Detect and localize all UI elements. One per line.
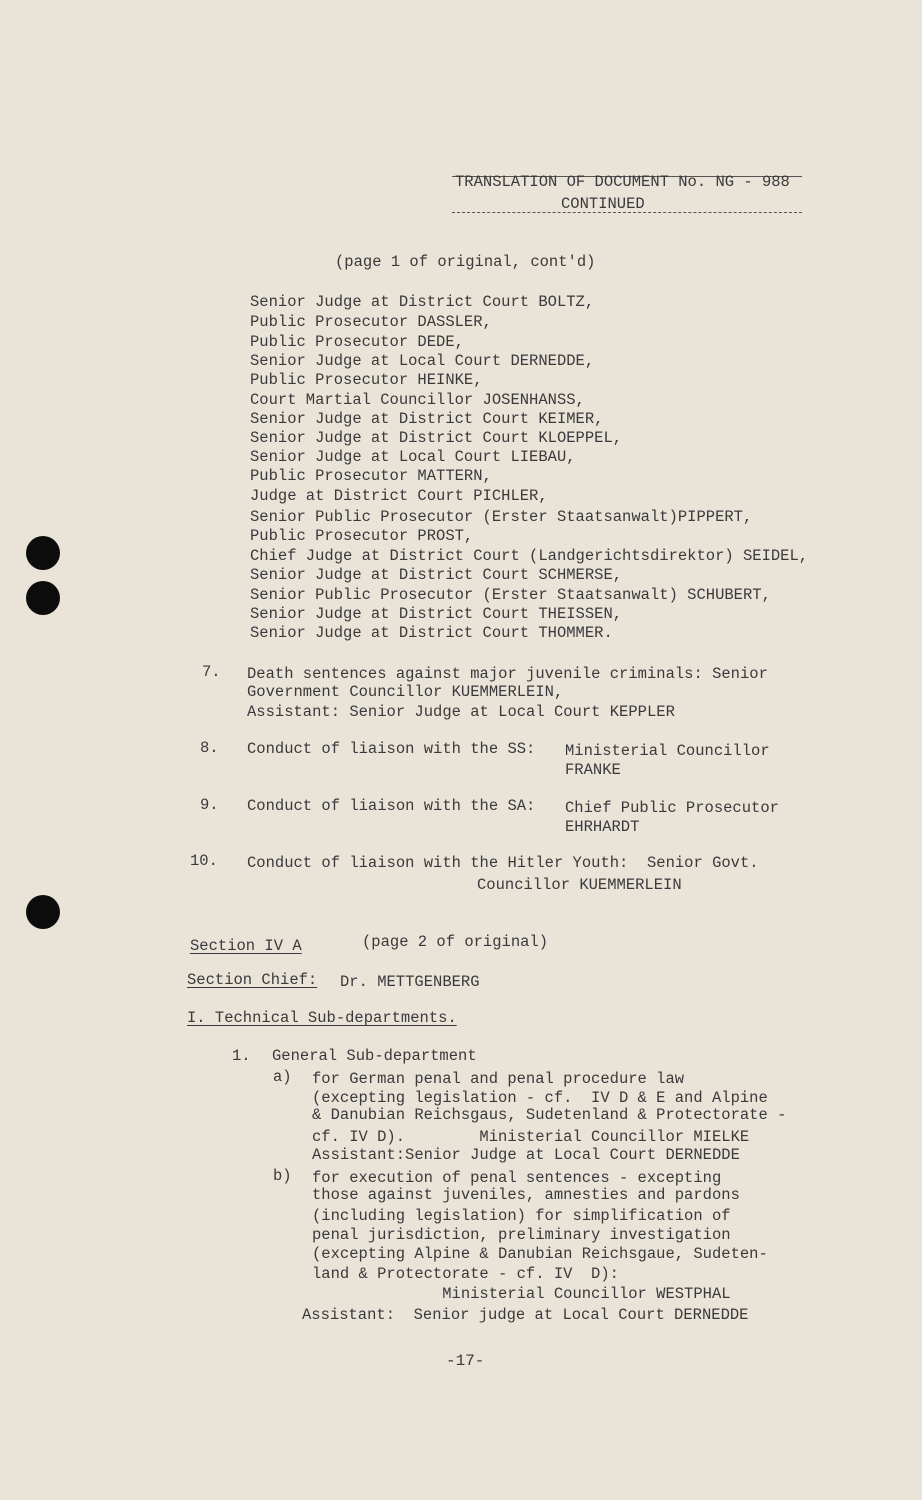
sub-1-title: General Sub-department xyxy=(272,1047,477,1065)
punch-hole-icon xyxy=(26,895,60,929)
page-reference: (page 1 of original, cont'd) xyxy=(335,253,596,271)
item-7-line: Government Councillor KUEMMERLEIN, xyxy=(247,683,564,701)
list-item: Senior Judge at District Court THEISSEN, xyxy=(250,605,623,623)
list-item: Public Prosecutor DEDE, xyxy=(250,333,464,351)
punch-hole-icon xyxy=(26,536,60,570)
sub-1-b-line: (including legislation) for simplification of xyxy=(312,1207,731,1225)
list-item: Senior Judge at District Court BOLTZ, xyxy=(250,293,595,311)
sub-1-a-line: (excepting legislation - cf. IV D & E and Alpine xyxy=(312,1089,768,1107)
sub-1-b-mark: b) xyxy=(273,1167,292,1185)
item-7-number: 7. xyxy=(202,663,221,681)
list-item: Public Prosecutor HEINKE, xyxy=(250,371,483,389)
list-item: Senior Judge at District Court SCHMERSE, xyxy=(250,566,623,584)
sub-1-a-line: cf. IV D). Ministerial Councillor MIELKE xyxy=(312,1128,750,1146)
item-8-line: Conduct of liaison with the SS: xyxy=(247,740,536,758)
sub-1-a-line: for German penal and penal procedure law xyxy=(312,1070,685,1088)
item-9-line: Conduct of liaison with the SA: xyxy=(247,797,536,815)
list-item: Senior Public Prosecutor (Erster Staatsanwalt)PIPPERT, xyxy=(250,508,753,526)
item-10-line: Councillor KUEMMERLEIN xyxy=(477,876,682,894)
item-9-line: EHRHARDT xyxy=(565,818,640,836)
list-item: Court Martial Councillor JOSENHANSS, xyxy=(250,391,585,409)
sub-1-b-line: those against juveniles, amnesties and pardons xyxy=(312,1186,740,1204)
list-item: Senior Judge at Local Court LIEBAU, xyxy=(250,448,576,466)
punch-hole-icon xyxy=(26,581,60,615)
item-8-line: Ministerial Councillor xyxy=(565,742,770,760)
technical-subdepartments-heading: I. Technical Sub-departments. xyxy=(187,1009,457,1027)
list-item: Public Prosecutor DASSLER, xyxy=(250,313,492,331)
list-item: Chief Judge at District Court (Landgerichtsdirektor) SEIDEL, xyxy=(250,547,809,565)
item-8-number: 8. xyxy=(200,739,219,757)
item-8-line: FRANKE xyxy=(565,761,621,779)
document-title: TRANSLATION OF DOCUMENT No. NG - 988 xyxy=(455,173,790,191)
list-item: Senior Public Prosecutor (Erster Staatsanwalt) SCHUBERT, xyxy=(250,586,771,604)
header-bottom-rule xyxy=(452,212,802,213)
list-item: Senior Judge at Local Court DERNEDDE, xyxy=(250,352,595,370)
list-item: Public Prosecutor MATTERN, xyxy=(250,467,492,485)
list-item: Senior Judge at District Court KLOEPPEL, xyxy=(250,429,623,447)
sub-1-b-line: for execution of penal sentences - excepting xyxy=(312,1169,722,1187)
section-chief-name: Dr. METTGENBERG xyxy=(340,973,480,991)
item-10-line: Conduct of liaison with the Hitler Youth: Senior Govt. xyxy=(247,854,759,872)
item-7-line: Assistant: Senior Judge at Local Court KEPPLER xyxy=(247,703,675,721)
document-subtitle: CONTINUED xyxy=(561,195,645,213)
section-chief-label: Section Chief: xyxy=(187,971,318,989)
item-9-line: Chief Public Prosecutor xyxy=(565,799,779,817)
list-item: Public Prosecutor PROST, xyxy=(250,527,474,545)
sub-1-a-line: & Danubian Reichsgaus, Sudetenland & Protectorate - xyxy=(312,1106,787,1124)
sub-1-a-line: Assistant:Senior Judge at Local Court DERNEDDE xyxy=(312,1146,740,1164)
section-page-reference: (page 2 of original) xyxy=(362,933,549,951)
sub-1-number: 1. xyxy=(232,1047,251,1065)
sub-1-b-line: land & Protectorate - cf. IV D): xyxy=(312,1265,619,1283)
sub-1-b-line: (excepting Alpine & Danubian Reichsgaue, Sudeten- xyxy=(312,1245,768,1263)
section-title: Section IV A xyxy=(190,937,302,955)
sub-1-a-mark: a) xyxy=(273,1068,292,1086)
item-9-number: 9. xyxy=(200,796,219,814)
list-item: Judge at District Court PICHLER, xyxy=(250,487,548,505)
sub-1-b-line: penal jurisdiction, preliminary investigation xyxy=(312,1226,731,1244)
page-number: -17- xyxy=(446,1352,485,1370)
list-item: Senior Judge at District Court THOMMER. xyxy=(250,624,613,642)
item-10-number: 10. xyxy=(190,852,218,870)
item-7-line: Death sentences against major juvenile criminals: Senior xyxy=(247,665,768,683)
sub-1-b-assistant: Assistant: Senior judge at Local Court DERNEDDE xyxy=(302,1306,749,1324)
list-item: Senior Judge at District Court KEIMER, xyxy=(250,410,604,428)
sub-1-b-line: Ministerial Councillor WESTPHAL xyxy=(312,1285,731,1303)
